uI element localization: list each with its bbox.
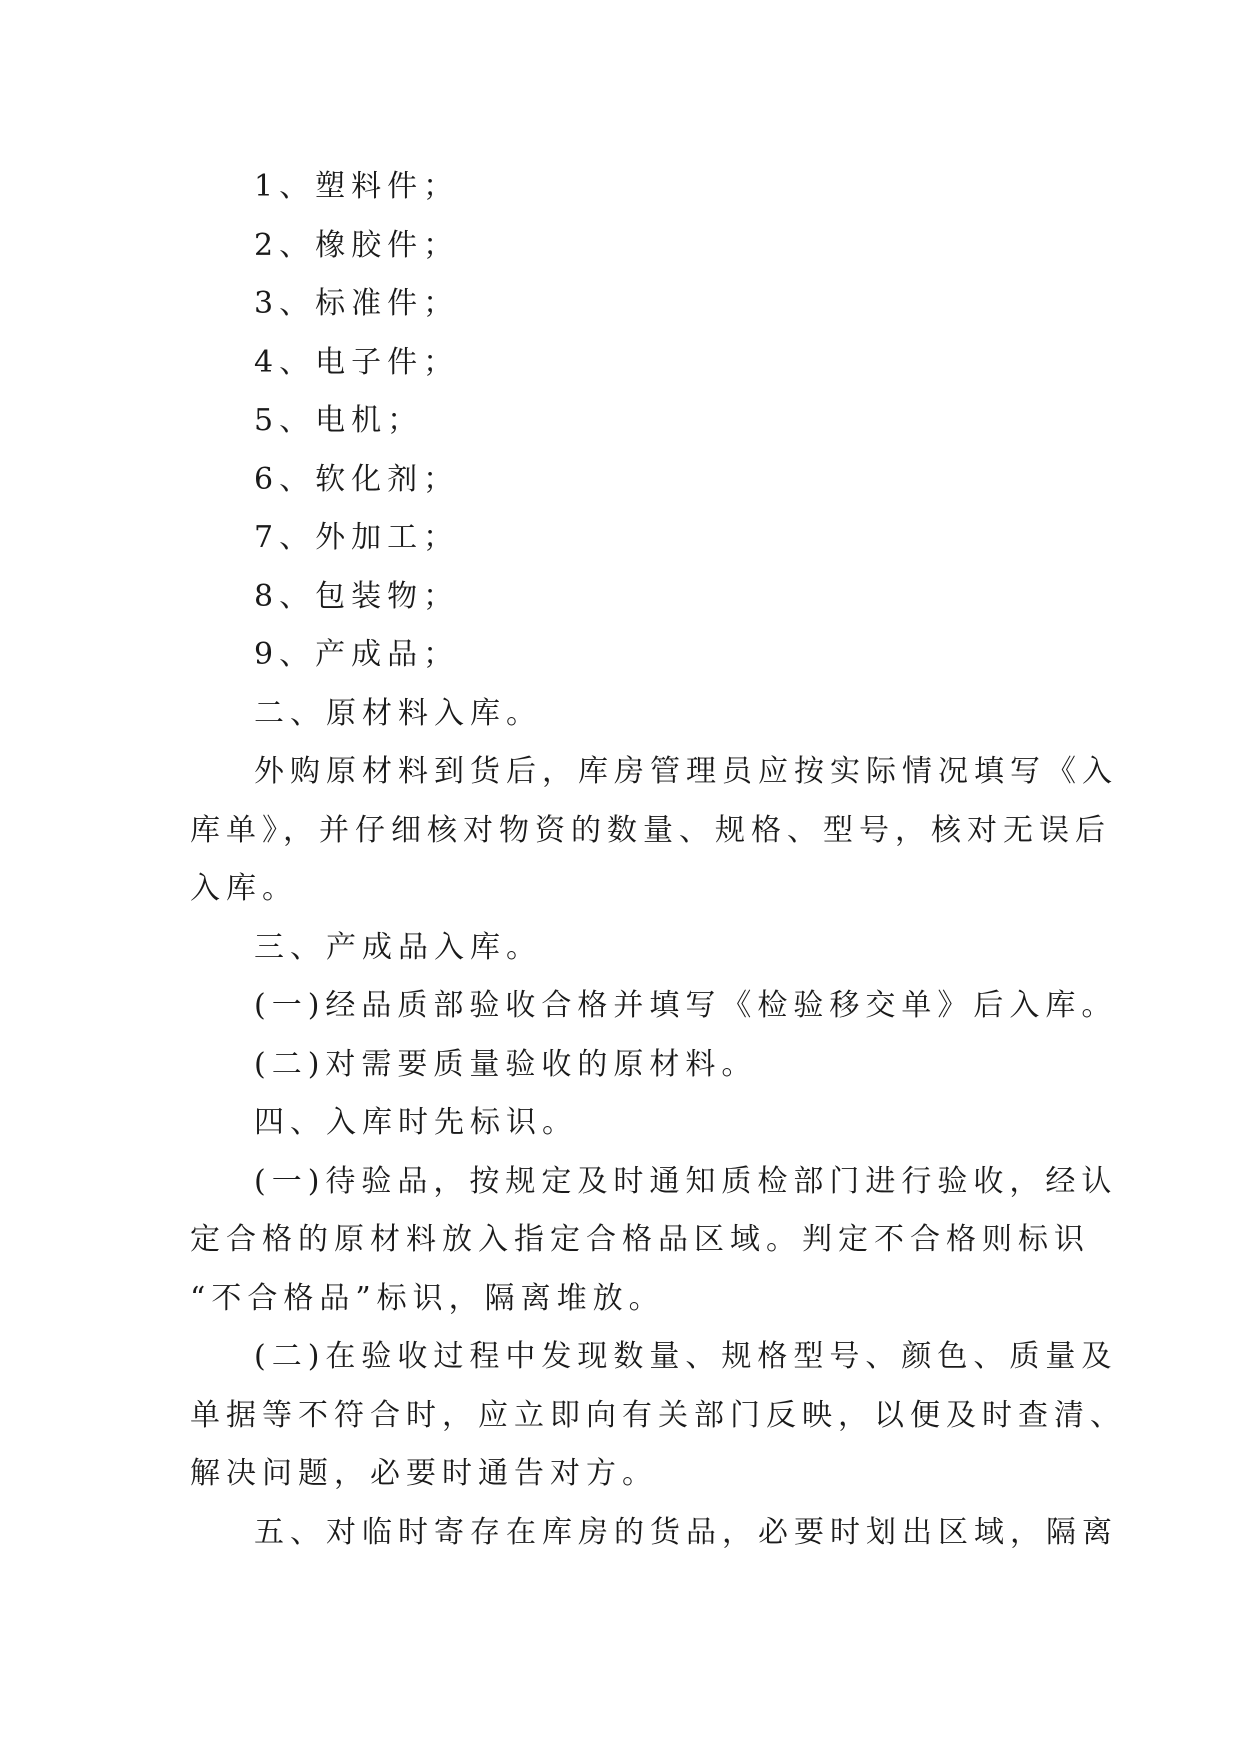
list-item-standard-parts: 3、标准件； xyxy=(254,286,460,321)
paragraph-line: 库单》，并仔细核对物资的数量、规格、型号，核对无误后 xyxy=(190,812,1111,848)
paragraph-line: (二)对需要质量验收的原材料。 xyxy=(254,1046,758,1082)
list-item-electronic-parts: 4、电子件； xyxy=(254,344,460,380)
list-item-rubber-parts: 2、橡胶件； xyxy=(254,227,460,263)
list-item-motors: 5、电机； xyxy=(254,403,424,438)
list-item-plastic-parts: 1、塑料件； xyxy=(254,169,460,204)
section-heading-finished-product-warehousing: 三、产成品入库。 xyxy=(254,929,542,965)
section-heading-temporary-storage: 五、对临时寄存在库房的货品，必要时划出区域，隔离 xyxy=(254,1514,1118,1550)
paragraph-line: “不合格品”标识，隔离堆放。 xyxy=(190,1280,665,1316)
list-item-finished-products: 9、产成品； xyxy=(254,637,460,672)
paragraph-line: 入库。 xyxy=(190,871,298,906)
section-heading-raw-material-warehousing: 二、原材料入库。 xyxy=(254,695,542,731)
paragraph-line: (一)待验品，按规定及时通知质检部门进行验收，经认 xyxy=(254,1163,1118,1199)
list-item-outsourced-processing: 7、外加工； xyxy=(254,520,460,555)
paragraph-line: 定合格的原材料放入指定合格品区域。判定不合格则标识 xyxy=(190,1222,1090,1257)
section-heading-marking: 四、入库时先标识。 xyxy=(254,1105,578,1140)
paragraph-line: 解决问题，必要时通告对方。 xyxy=(190,1456,658,1491)
paragraph-line: 外购原材料到货后，库房管理员应按实际情况填写《入 xyxy=(254,754,1118,789)
paragraph-line: 单据等不符合时，应立即向有关部门反映，以便及时查清、 xyxy=(190,1397,1126,1433)
paragraph-line: (一)经品质部验收合格并填写《检验移交单》后入库。 xyxy=(254,988,1118,1023)
list-item-softener: 6、软化剂； xyxy=(254,461,460,497)
document-body xyxy=(190,158,1126,1562)
paragraph-line: (二)在验收过程中发现数量、规格型号、颜色、质量及 xyxy=(254,1339,1118,1374)
list-item-packaging: 8、包装物； xyxy=(254,578,460,614)
